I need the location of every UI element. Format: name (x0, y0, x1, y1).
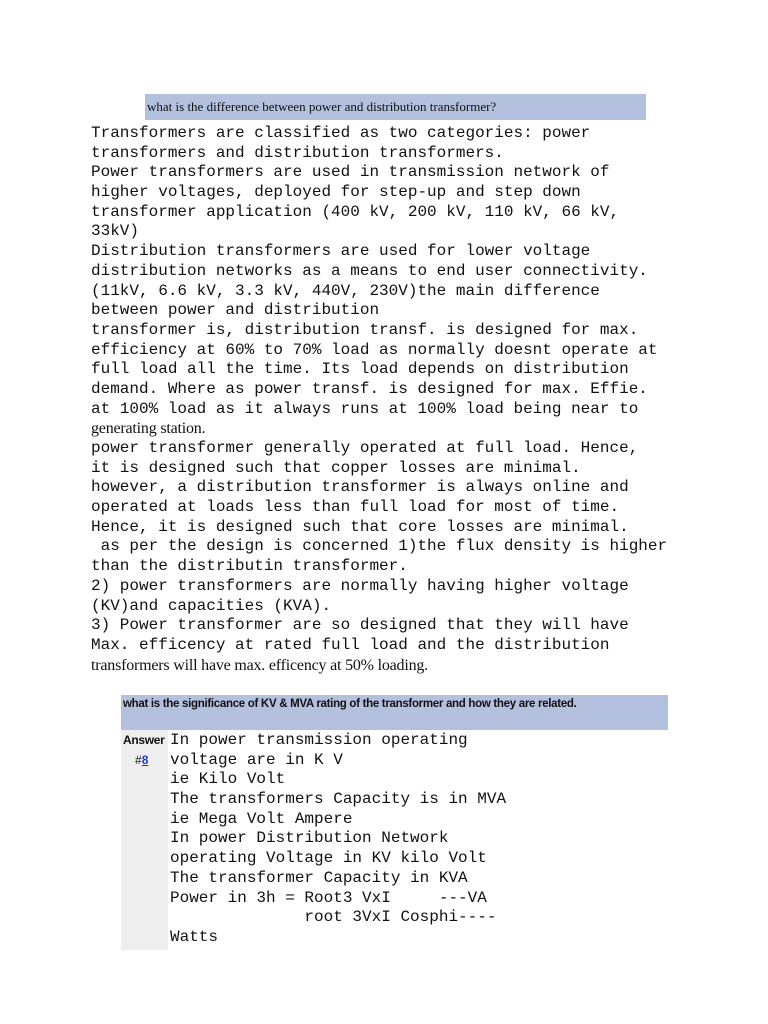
answer1-line: efficiency at 60% to 70% load as normally doesnt operate at (91, 340, 658, 359)
answer1-line: Max. efficency at rated full load and the distribution (91, 635, 610, 654)
answer1-line: Transformers are classified as two categories: power (91, 124, 591, 142)
answer1-line: however, a distribution transformer is always online and (91, 478, 629, 497)
answer-hash: # (135, 753, 142, 767)
answer2-line: Watts (170, 927, 219, 946)
answer1-line: Power transformers are used in transmission network of (91, 163, 610, 182)
answer1-line: than the distributin transformer. (91, 557, 408, 576)
question-heading-2 (121, 695, 668, 730)
answer-body-2 (170, 731, 506, 948)
answer-number (135, 753, 148, 767)
answer2-line: ie Kilo Volt (170, 770, 286, 789)
answer2-line: In power Distribution Network (170, 829, 449, 848)
question-heading-1 (145, 94, 646, 120)
answer1-line: Hence, it is designed such that core losses are minimal. (91, 517, 629, 536)
answer2-line: The transformer Capacity in KVA (170, 868, 468, 887)
answer1-line: 33kV) (91, 222, 140, 241)
answer2-line: root 3VxI Cosphi---- (170, 908, 497, 927)
answer1-line: (11kV, 6.6 kV, 3.3 kV, 440V, 230V)the main difference (91, 281, 600, 300)
answer1-line: transformers and distribution transformers. (91, 143, 504, 162)
answer2-line: operating Voltage in KV kilo Volt (170, 849, 487, 868)
answer1-line: 2) power transformers are normally having higher voltage (91, 576, 629, 595)
answer1-line: at 100% load as it always runs at 100% load being near to (91, 399, 639, 418)
answer-sidebar (121, 730, 168, 950)
answer2-line: The transformers Capacity is in MVA (170, 790, 507, 809)
answer-body-1 (91, 124, 667, 675)
answer1-line: between power and distribution (91, 301, 380, 320)
answer1-line: transformer is, distribution transf. is designed for max. (91, 320, 639, 339)
answer2-line: ie Mega Volt Ampere (170, 809, 353, 828)
answer2-line: Power in 3h = Root3 VxI ---VA (170, 888, 487, 907)
answer1-line: distribution networks as a means to end user connectivity. (91, 261, 648, 280)
answer1-line: demand. Where as power transf. is designed for max. Effie. (91, 379, 648, 398)
answer1-line: generating station. (91, 420, 206, 438)
answer2-line: voltage are in K V (170, 750, 343, 769)
answer1-line: full load all the time. Its load depends on distribution (91, 360, 629, 379)
answer1-line: higher voltages, deployed for step-up and step down (91, 183, 581, 202)
answer1-line: it is designed such that copper losses are minimal. (91, 458, 581, 477)
answer1-line: Distribution transformers are used for lower voltage (91, 242, 591, 261)
answer1-line: transformers will have max. efficency at 50% loading. (91, 656, 428, 674)
answer1-line: (KV)and capacities (KVA). (91, 596, 332, 615)
answer1-line: operated at loads less than full load for most of time. (91, 498, 620, 517)
answer-number-link[interactable]: 8 (141, 753, 149, 767)
answer2-line: In power transmission operating (170, 731, 468, 749)
answer1-line: power transformer generally operated at full load. Hence, (91, 439, 639, 457)
answer1-line: 3) Power transformer are so designed that they will have (91, 616, 629, 635)
answer1-line: transformer application (400 kV, 200 kV, 110 kV, 66 kV, (91, 202, 620, 221)
answer-label: Answer (123, 733, 165, 747)
question-text-2: what is the significance of KV & MVA rating of the transformer and how they are related. (123, 698, 577, 710)
answer1-line: as per the design is concerned 1)the flux density is higher (91, 537, 668, 556)
question-text-1: what is the difference between power and distribution transformer? (147, 99, 497, 114)
